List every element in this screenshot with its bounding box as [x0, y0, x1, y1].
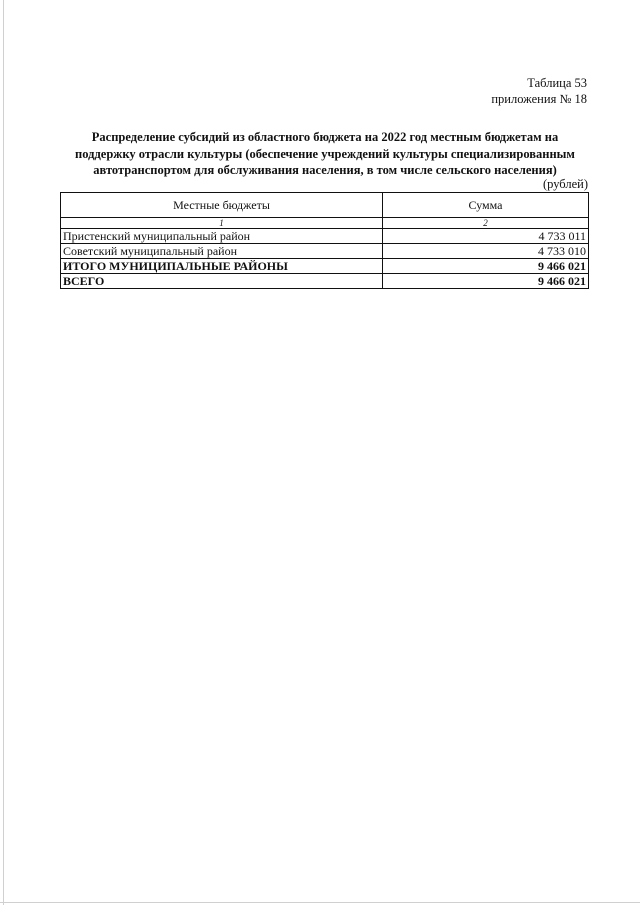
row-name: ВСЕГО	[61, 274, 383, 289]
subtotal-row	[61, 259, 589, 274]
column-number-1: 1	[61, 218, 383, 229]
page-edge-bottom	[0, 902, 640, 903]
subsidy-table	[60, 192, 589, 289]
row-amount: 4 733 011	[383, 229, 589, 244]
column-number-2: 2	[383, 218, 589, 229]
total-row	[61, 274, 589, 289]
page-edge-left	[3, 0, 4, 905]
table-number: Таблица 53	[527, 76, 587, 90]
table-row	[61, 229, 589, 244]
table-reference	[491, 75, 587, 107]
row-amount: 9 466 021	[383, 259, 589, 274]
document-title: Распределение субсидий из областного бюджета на 2022 год местным бюджетам на поддержку отрасли культуры (обеспечение учреждений культуры специализированным автотранспортом для обслуживания населения, в том числе сельского населения)	[75, 130, 575, 177]
header-local-budgets: Местные бюджеты	[61, 193, 383, 218]
appendix-number: приложения № 18	[491, 92, 587, 106]
row-name: Пристенский муниципальный район	[61, 229, 383, 244]
table-row	[61, 244, 589, 259]
row-name: Советский муниципальный район	[61, 244, 383, 259]
row-amount: 9 466 021	[383, 274, 589, 289]
units-label: (рублей)	[542, 177, 588, 191]
row-amount: 4 733 010	[383, 244, 589, 259]
row-name: ИТОГО МУНИЦИПАЛЬНЫЕ РАЙОНЫ	[61, 259, 383, 274]
column-number-row	[61, 218, 589, 229]
table-header-row	[61, 193, 589, 218]
header-amount: Сумма	[383, 193, 589, 218]
